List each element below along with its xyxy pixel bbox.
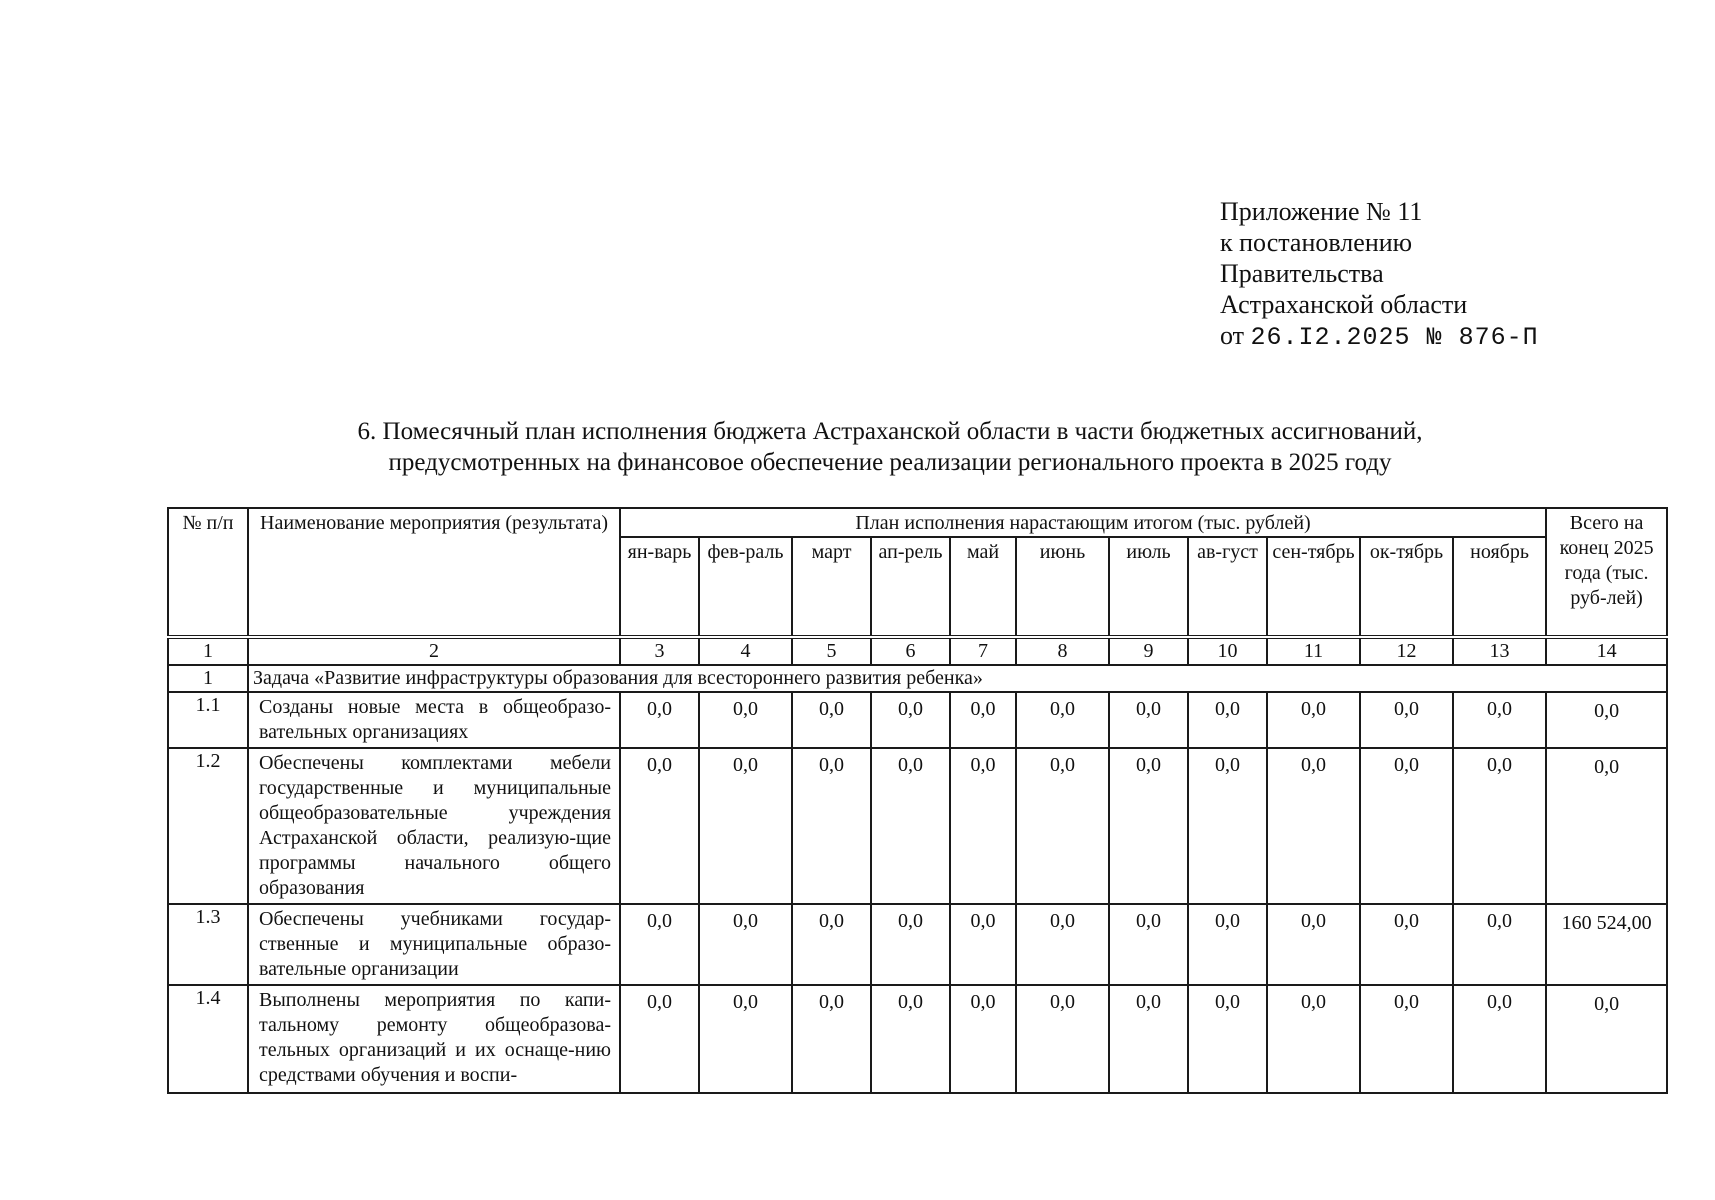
column-number-row [168, 637, 1667, 665]
header-num: № п/п [168, 508, 248, 637]
row-month-value: 0,0 [871, 985, 950, 1093]
row-month-value: 0,0 [1267, 748, 1360, 904]
appendix-date-stamp: 26.I2.2025 № 876-П [1250, 323, 1539, 352]
column-number: 4 [699, 637, 792, 665]
column-number: 2 [248, 637, 620, 665]
appendix-line: к постановлению [1220, 228, 1413, 257]
row-month-value: 0,0 [1453, 904, 1546, 985]
table-header-row [168, 508, 1667, 537]
row-num: 1.4 [168, 985, 248, 1093]
row-name: Обеспечены учебниками государ-ственные и муниципальные образо-вательные организации [248, 904, 620, 985]
row-month-value: 0,0 [620, 692, 699, 748]
row-month-value: 0,0 [1360, 748, 1453, 904]
row-name: Выполнены мероприятия по капи-тальному ремонту общеобразова-тельных организаций и их оснаще-нию средствами обучения и воспи- [248, 985, 620, 1093]
column-number: 1 [168, 637, 248, 665]
appendix-line: Приложение № 11 [1220, 197, 1423, 226]
header-month: июль [1109, 537, 1188, 637]
task-text: Задача «Развитие инфраструктуры образования для всестороннего развития ребенка» [248, 665, 1667, 692]
appendix-date-prefix: от [1220, 321, 1245, 350]
column-number: 14 [1546, 637, 1667, 665]
row-month-value: 0,0 [792, 904, 871, 985]
row-month-value: 0,0 [792, 985, 871, 1093]
row-month-value: 0,0 [1188, 748, 1267, 904]
document-title-line: предусмотренных на финансовое обеспечение реализации регионального проекта в 2025 году [388, 449, 1392, 476]
row-month-value: 0,0 [1016, 985, 1109, 1093]
column-number: 5 [792, 637, 871, 665]
row-month-value: 0,0 [1016, 692, 1109, 748]
column-number: 3 [620, 637, 699, 665]
row-total-value: 160 524,00 [1546, 904, 1667, 985]
row-month-value: 0,0 [620, 985, 699, 1093]
row-num: 1.2 [168, 748, 248, 904]
column-number: 8 [1016, 637, 1109, 665]
row-month-value: 0,0 [1360, 985, 1453, 1093]
row-month-value: 0,0 [1109, 748, 1188, 904]
row-num: 1.3 [168, 904, 248, 985]
header-total: Всего на конец 2025 года (тыс. руб-лей) [1546, 508, 1667, 637]
row-month-value: 0,0 [1453, 692, 1546, 748]
document-title [240, 416, 1540, 478]
header-month: май [950, 537, 1016, 637]
column-number: 10 [1188, 637, 1267, 665]
row-month-value: 0,0 [950, 692, 1016, 748]
row-month-value: 0,0 [950, 985, 1016, 1093]
task-row [168, 665, 1667, 692]
row-month-value: 0,0 [699, 985, 792, 1093]
row-month-value: 0,0 [620, 904, 699, 985]
row-month-value: 0,0 [1453, 748, 1546, 904]
column-number: 11 [1267, 637, 1360, 665]
row-month-value: 0,0 [699, 692, 792, 748]
row-month-value: 0,0 [1109, 692, 1188, 748]
row-total-value: 0,0 [1546, 692, 1667, 748]
table-row [168, 692, 1667, 748]
budget-plan-table [167, 507, 1668, 1094]
row-month-value: 0,0 [1267, 904, 1360, 985]
row-month-value: 0,0 [950, 748, 1016, 904]
row-month-value: 0,0 [1360, 904, 1453, 985]
column-number: 13 [1453, 637, 1546, 665]
row-month-value: 0,0 [1188, 904, 1267, 985]
row-month-value: 0,0 [1360, 692, 1453, 748]
row-month-value: 0,0 [792, 692, 871, 748]
appendix-line: Астраханской области [1220, 290, 1468, 319]
header-plan: План исполнения нарастающим итогом (тыс. рублей) [620, 508, 1546, 537]
row-month-value: 0,0 [1267, 692, 1360, 748]
header-month: сен-тябрь [1267, 537, 1360, 637]
row-num: 1.1 [168, 692, 248, 748]
row-month-value: 0,0 [950, 904, 1016, 985]
row-month-value: 0,0 [699, 748, 792, 904]
appendix-line: Правительства [1220, 259, 1384, 288]
header-month: ап-рель [871, 537, 950, 637]
header-month: ок-тябрь [1360, 537, 1453, 637]
row-month-value: 0,0 [699, 904, 792, 985]
row-month-value: 0,0 [1188, 985, 1267, 1093]
row-name: Обеспечены комплектами мебели государственные и муниципальные общеобразовательные учреждения Астраханской области, реализую-щие программы начального общего образования [248, 748, 620, 904]
header-month: ав-густ [1188, 537, 1267, 637]
row-month-value: 0,0 [871, 692, 950, 748]
table-body [168, 508, 1667, 1093]
header-month: июнь [1016, 537, 1109, 637]
header-month: ян-варь [620, 537, 699, 637]
appendix-date-line [1220, 320, 1539, 353]
row-month-value: 0,0 [1016, 748, 1109, 904]
column-number: 6 [871, 637, 950, 665]
document-title-line: 6. Помесячный план исполнения бюджета Астраханской области в части бюджетных ассигнований, [357, 418, 1423, 445]
header-month: март [792, 537, 871, 637]
column-number: 12 [1360, 637, 1453, 665]
row-month-value: 0,0 [1188, 692, 1267, 748]
row-total-value: 0,0 [1546, 748, 1667, 904]
appendix-block [1220, 196, 1539, 353]
row-month-value: 0,0 [620, 748, 699, 904]
row-name: Созданы новые места в общеобразо-вательных организациях [248, 692, 620, 748]
row-month-value: 0,0 [1453, 985, 1546, 1093]
table-row [168, 904, 1667, 985]
column-number: 7 [950, 637, 1016, 665]
header-month: ноябрь [1453, 537, 1546, 637]
header-month: фев-раль [699, 537, 792, 637]
header-name: Наименование мероприятия (результата) [248, 508, 620, 637]
task-num: 1 [168, 665, 248, 692]
column-number: 9 [1109, 637, 1188, 665]
row-total-value: 0,0 [1546, 985, 1667, 1093]
row-month-value: 0,0 [871, 904, 950, 985]
table-row [168, 985, 1667, 1093]
row-month-value: 0,0 [1267, 985, 1360, 1093]
row-month-value: 0,0 [792, 748, 871, 904]
table-row [168, 748, 1667, 904]
row-month-value: 0,0 [1016, 904, 1109, 985]
row-month-value: 0,0 [871, 748, 950, 904]
row-month-value: 0,0 [1109, 985, 1188, 1093]
row-month-value: 0,0 [1109, 904, 1188, 985]
